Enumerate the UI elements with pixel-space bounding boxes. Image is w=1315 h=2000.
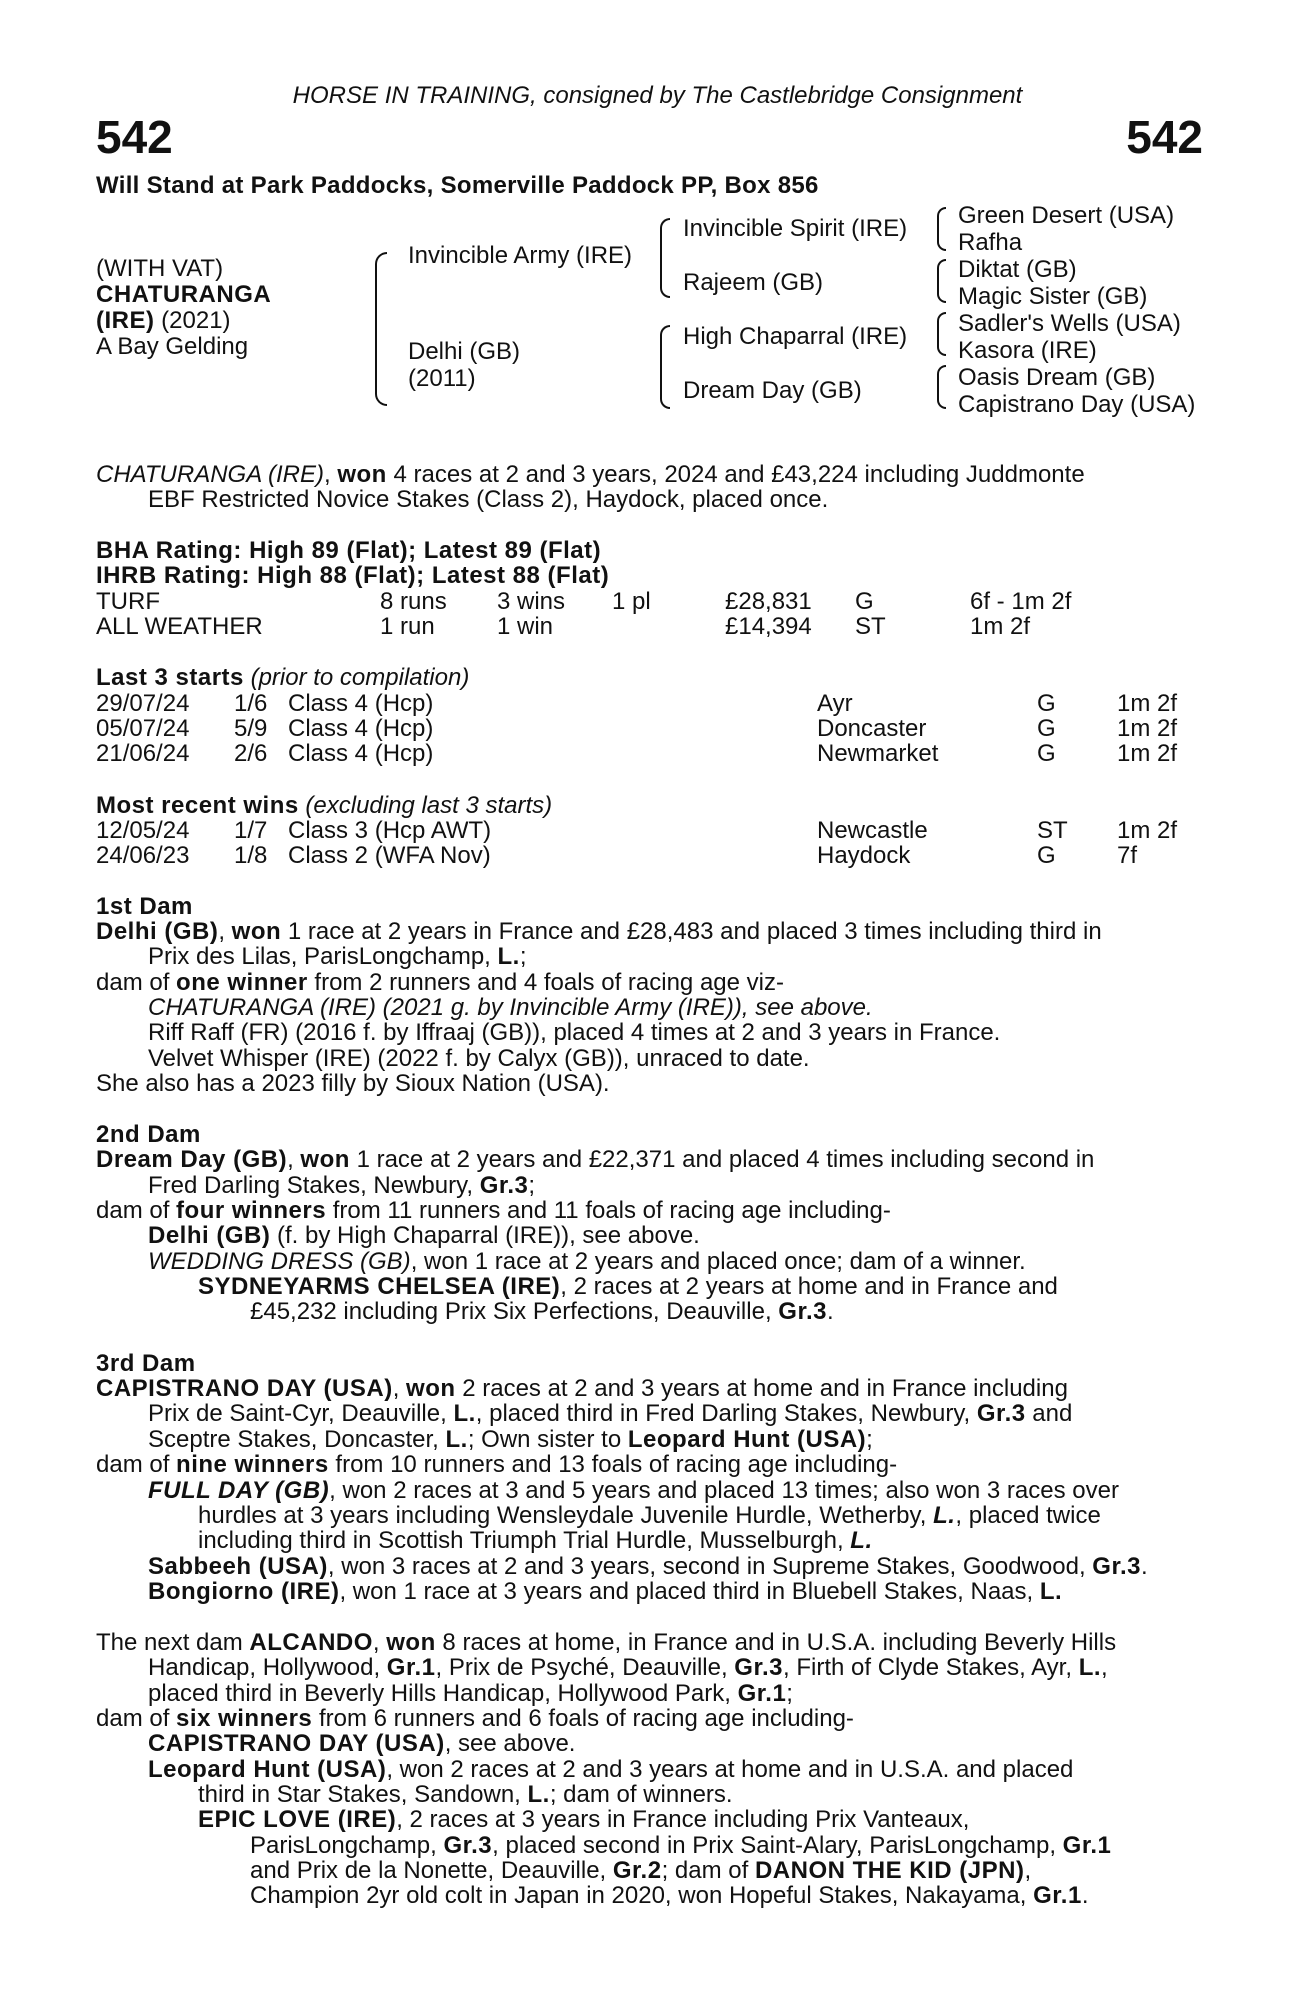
dam2-line-1: Dream Day (GB), won 1 race at 2 years and £22,371 and placed 4 times including second in <box>96 1146 1095 1173</box>
next-dam-line-1: The next dam ALCANDO, won 8 races at home, in France and in U.S.A. including Beverly Hills <box>96 1629 1117 1656</box>
dam1-line-3: dam of one winner from 2 runners and 4 foals of racing age viz- <box>96 969 784 996</box>
dam3-heading: 3rd Dam <box>96 1350 196 1377</box>
dam1-line-2: Prix des Lilas, ParisLongchamp, L.; <box>148 943 527 970</box>
pedigree-sire-sire: Invincible Spirit (IRE) <box>683 215 908 242</box>
dam1-produce-4: She also has a 2023 filly by Sioux Nation (USA). <box>96 1070 610 1097</box>
horse-origin-year <box>96 307 231 335</box>
rating-pl: 1 pl <box>612 588 651 615</box>
horse-year: (2021) <box>161 307 231 334</box>
pedigree-brace-main <box>375 252 387 406</box>
pedigree-brace-sire <box>660 218 670 298</box>
summary-line-1: CHATURANGA (IRE), won 4 races at 2 and 3 years, 2024 and £43,224 including Juddmonte <box>96 461 1085 488</box>
rating-runs: 1 run <box>380 613 435 640</box>
horse-origin: (IRE) <box>96 307 155 334</box>
dam3-line-4: dam of nine winners from 10 runners and 13 foals of racing age including- <box>96 1451 898 1478</box>
pedigree-g1: Green Desert (USA) <box>958 202 1175 229</box>
rating-dist: 6f - 1m 2f <box>970 588 1072 615</box>
lot-number-right: 542 <box>1126 111 1203 163</box>
bha-rating: BHA Rating: High 89 (Flat); Latest 89 (Flat) <box>96 537 602 564</box>
dam2-line-2: Fred Darling Stakes, Newbury, Gr.3; <box>148 1172 536 1199</box>
rating-surface: ALL WEATHER <box>96 613 263 640</box>
next-dam-produce-1: CAPISTRANO DAY (USA), see above. <box>148 1730 576 1757</box>
pedigree-dam-sire: High Chaparral (IRE) <box>683 323 908 350</box>
dam1-line-1: Delhi (GB), won 1 race at 2 years in France and £28,483 and placed 3 times including third in <box>96 918 1102 945</box>
dam2-line-3: dam of four winners from 11 runners and 11 foals of racing age including- <box>96 1197 891 1224</box>
pedigree-g7: Oasis Dream (GB) <box>958 364 1156 391</box>
dam1-produce-2: Riff Raff (FR) (2016 f. by Iffraaj (GB)), placed 4 times at 2 and 3 years in France. <box>148 1019 1001 1046</box>
pedigree-g6: Kasora (IRE) <box>958 337 1097 364</box>
next-dam-line-3: placed third in Beverly Hills Handicap, Hollywood Park, Gr.1; <box>148 1680 793 1707</box>
pedigree-brace-dam <box>660 325 670 409</box>
dam3-produce-1b: hurdles at 3 years including Wensleydale Juvenile Hurdle, Wetherby, L., placed twice <box>198 1502 1101 1529</box>
next-dam-line-2: Handicap, Hollywood, Gr.1, Prix de Psyché, Deauville, Gr.3, Firth of Clyde Stakes, Ayr, L., <box>148 1654 1108 1681</box>
next-dam-produce-2: Leopard Hunt (USA), won 2 races at 2 and 3 years at home and in U.S.A. and placed <box>148 1756 1074 1783</box>
rating-runs: 8 runs <box>380 588 447 615</box>
catalogue-page: HORSE IN TRAINING, consigned by The Castlebridge Consignment 542 542 Will Stand at Park Paddocks, Somerville Paddock PP, Box 856 (WITH VAT) CHATURANGA (IRE) (2021) A Bay Gelding Invincible Army (IRE) Delhi (GB) (2011) Invincible Spirit (IRE) Rajeem (GB) High Chaparral (IRE) Dream Day (GB) Green Desert (USA) Rafha Diktat (GB) Magic Sister (GB) Sadler's Wells (USA) Kasora (IRE) Oasis Dream (GB) Capistrano Day (USA) CHATURANGA (IRE), won 4 races at 2 and 3 years, 2024 and £43,224 including Juddmonte EBF Restricted Novice Stakes (Class 2), Haydock, placed once. BHA Rating: High 89 (Flat); Latest 89 (Flat) IHRB Rating: High 88 (Flat); Latest 88 (Flat) TURF 8 runs 3 wins 1 pl £28,831 G 6f - 1m 2f ALL WEATHER 1 run 1 win £14,394 ST 1m 2f Last 3 starts (prior to compilation) 29/07/24 1/6 Class 4 (Hcp) Ayr G 1m 2f 05/07/24 5/9 Class 4 (Hcp) Doncaster G 1m 2f 21/06/24 2/6 Class 4 (Hcp) Newmarket G 1m 2f Most recent wins (excluding last 3 starts) 12/05/24 1/7 Class 3 (Hcp AWT) Newcastle ST 1m 2f 24/06/23 1/8 Class 2 (WFA Nov) Haydock G 7f 1st Dam Delhi (GB), won 1 race at 2 years in France and £28,483 and placed 3 times including third in Prix des Lilas, ParisLongchamp, L.; dam of one winner from 2 runners and 4 foals of racing age viz- CHATURANGA (IRE) (2021 g. by Invincible Army (IRE)), see above. Riff Raff (FR) (2016 f. by Iffraaj (GB)), placed 4 times at 2 and 3 years in France. Velvet Whisper (IRE) (2022 f. by Calyx (GB)), unraced to date. She also has a 2023 filly by Sioux Nation (USA). 2nd Dam Dream Day (GB), won 1 race at 2 years and £22,371 and placed 4 times including second in Fred Darling Stakes, Newbury, Gr.3; dam of four winners from 11 runners and 11 foals of racing age including- Delhi (GB) (f. by High Chaparral (IRE)), see above. WEDDING DRESS (GB), won 1 race at 2 years and placed once; dam of a winner. SYDNEYARMS CHELSEA (IRE), 2 races at 2 years at home and in France and £45,232 including Prix Six Perfections, Deauville, Gr.3. 3rd Dam CAPISTRANO DAY (USA), won 2 races at 2 and 3 years at home and in France including Prix de Saint-Cyr, Deauville, L., placed third in Fred Darling Stakes, Newbury, Gr.3 and Sceptre Stakes, Doncaster, L.; Own sister to Leopard Hunt (USA); dam of nine winners from 10 runners and 13 foals of racing age including- FULL DAY (GB), won 2 races at 3 and 5 years and placed 13 times; also won 3 races over hurdles at 3 years including Wensleydale Juvenile Hurdle, Wetherby, L., placed twice including third in Scottish Triumph Trial Hurdle, Musselburgh, L. Sabbeeh (USA), won 3 races at 2 and 3 years, second in Supreme Stakes, Goodwood, Gr.3. Bongiorno (IRE), won 1 race at 3 years and placed third in Bluebell Stakes, Naas, L. The next dam ALCANDO, won 8 races at home, in France and in U.S.A. including Beverly Hills Handicap, Hollywood, Gr.1, Prix de Psyché, Deauville, Gr.3, Firth of Clyde Stakes, Ayr, L., placed third in Beverly Hills Handicap, Hollywood Park, Gr.1; dam of six winners from 6 runners and 6 foals of racing age including- CAPISTRANO DAY (USA), see above. Leopard Hunt (USA), won 2 races at 2 and 3 years at home and in U.S.A. and placed third in Star Stakes, Sandown, L.; dam of winners. EPIC LOVE (IRE), 2 races at 3 years in France including Prix Vanteaux, ParisLongchamp, Gr.3, placed second in Prix Saint-Alary, ParisLongchamp, Gr.1 and Prix de la Nonette, Deauville, Gr.2; dam of DANON THE KID (JPN), Champion 2yr old colt in Japan in 2020, won Hopeful Stakes, Nakayama, Gr.1. <box>0 0 1315 2000</box>
pedigree-g5: Sadler's Wells (USA) <box>958 310 1181 337</box>
pedigree-dam-dam: Dream Day (GB) <box>683 377 862 404</box>
consignor-header: HORSE IN TRAINING, consigned by The Castlebridge Consignment <box>292 82 1023 109</box>
stand-info: Will Stand at Park Paddocks, Somerville Paddock PP, Box 856 <box>96 172 819 199</box>
ihrb-rating: IHRB Rating: High 88 (Flat); Latest 88 (Flat) <box>96 562 610 589</box>
pedigree-brace-g4 <box>937 365 946 409</box>
dam3-line-1: CAPISTRANO DAY (USA), won 2 races at 2 and 3 years at home and in France including <box>96 1375 1068 1402</box>
next-dam-produce-3d: Champion 2yr old colt in Japan in 2020, won Hopeful Stakes, Nakayama, Gr.1. <box>250 1882 1089 1909</box>
horse-name: CHATURANGA <box>96 281 272 308</box>
rating-prize: £14,394 <box>725 613 812 640</box>
last-starts-heading: Last 3 starts (prior to compilation) <box>96 664 470 691</box>
lot-number-left: 542 <box>96 111 173 163</box>
pedigree-brace-g3 <box>937 312 946 356</box>
dam3-produce-3: Bongiorno (IRE), won 1 race at 3 years and placed third in Bluebell Stakes, Naas, L. <box>148 1578 1063 1605</box>
horse-description: A Bay Gelding <box>96 333 249 360</box>
pedigree-brace-g1 <box>937 207 946 251</box>
dam2-produce-1: Delhi (GB) (f. by High Chaparral (IRE)), see above. <box>148 1222 700 1249</box>
next-dam-line-4: dam of six winners from 6 runners and 6 foals of racing age including- <box>96 1705 854 1732</box>
recent-wins-heading: Most recent wins (excluding last 3 starts) <box>96 792 553 819</box>
dam3-produce-1: FULL DAY (GB), won 2 races at 3 and 5 years and placed 13 times; also won 3 races over <box>148 1477 1119 1504</box>
summary-line-2: EBF Restricted Novice Stakes (Class 2), Haydock, placed once. <box>148 486 829 513</box>
dam2-produce-3b: £45,232 including Prix Six Perfections, Deauville, Gr.3. <box>250 1298 834 1325</box>
pedigree-brace-g2 <box>937 259 946 303</box>
rating-wins: 1 win <box>497 613 554 640</box>
dam1-produce-1: CHATURANGA (IRE) (2021 g. by Invincible Army (IRE)), see above. <box>148 994 873 1021</box>
pedigree-g2: Rafha <box>958 229 1023 256</box>
pedigree-dam-year: (2011) <box>408 365 476 392</box>
rating-going: G <box>855 588 874 615</box>
next-dam-produce-3b: ParisLongchamp, Gr.3, placed second in Prix Saint-Alary, ParisLongchamp, Gr.1 <box>250 1832 1112 1859</box>
pedigree-g3: Diktat (GB) <box>958 256 1077 283</box>
dam2-produce-3: SYDNEYARMS CHELSEA (IRE), 2 races at 2 years at home and in France and <box>198 1273 1058 1300</box>
vat-label: (WITH VAT) <box>96 255 224 282</box>
dam3-line-3: Sceptre Stakes, Doncaster, L.; Own sister to Leopard Hunt (USA); <box>148 1426 873 1453</box>
next-dam-produce-3: EPIC LOVE (IRE), 2 races at 3 years in France including Prix Vanteaux, <box>198 1806 970 1833</box>
rating-prize: £28,831 <box>725 588 812 615</box>
dam3-produce-2: Sabbeeh (USA), won 3 races at 2 and 3 years, second in Supreme Stakes, Goodwood, Gr.3. <box>148 1553 1148 1580</box>
pedigree-dam: Delhi (GB) <box>408 338 521 365</box>
dam1-heading: 1st Dam <box>96 893 193 920</box>
pedigree-g4: Magic Sister (GB) <box>958 283 1148 310</box>
dam3-line-2: Prix de Saint-Cyr, Deauville, L., placed third in Fred Darling Stakes, Newbury, Gr.3 and <box>148 1400 1073 1427</box>
rating-dist: 1m 2f <box>970 613 1031 640</box>
next-dam-produce-2b: third in Star Stakes, Sandown, L.; dam of winners. <box>198 1781 733 1808</box>
pedigree-g8: Capistrano Day (USA) <box>958 391 1196 418</box>
dam1-produce-3: Velvet Whisper (IRE) (2022 f. by Calyx (GB)), unraced to date. <box>148 1045 810 1072</box>
dam3-produce-1c: including third in Scottish Triumph Trial Hurdle, Musselburgh, L. <box>198 1527 873 1554</box>
pedigree-sire-dam: Rajeem (GB) <box>683 269 824 296</box>
dam2-heading: 2nd Dam <box>96 1121 201 1148</box>
rating-wins: 3 wins <box>497 588 566 615</box>
pedigree-sire: Invincible Army (IRE) <box>408 242 633 269</box>
rating-going: ST <box>855 613 886 640</box>
rating-surface: TURF <box>96 588 160 615</box>
next-dam-produce-3c: and Prix de la Nonette, Deauville, Gr.2; dam of DANON THE KID (JPN), <box>250 1857 1032 1884</box>
dam2-produce-2: WEDDING DRESS (GB), won 1 race at 2 years and placed once; dam of a winner. <box>148 1248 1026 1275</box>
